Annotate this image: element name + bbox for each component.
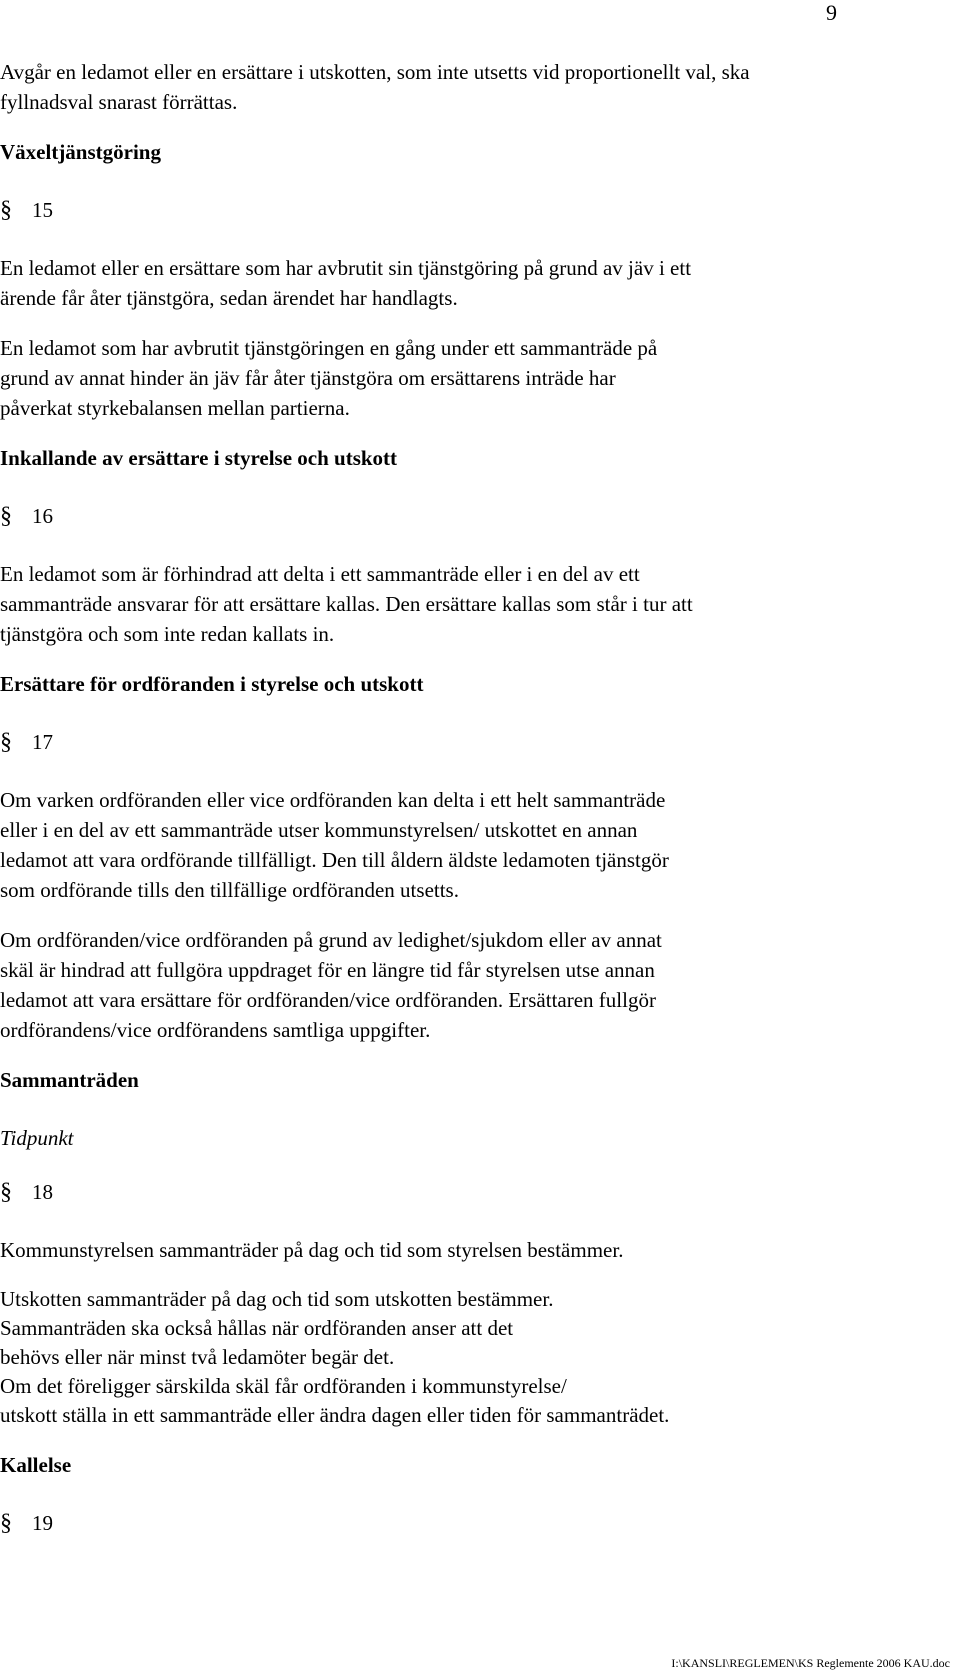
- document-body: [0, 57, 940, 1566]
- heading-ersattare-ordforanden: Ersättare för ordföranden i styrelse och utskott: [0, 672, 424, 696]
- text-line: Kommunstyrelsen sammanträder på dag och tid som styrelsen bestämmer.: [0, 1238, 624, 1262]
- paragraph-forhindrad: [0, 559, 940, 649]
- paragraph-utskotten: [0, 1285, 940, 1430]
- text-line: eller i en del av ett sammanträde utser kommunstyrelsen/ utskottet en annan: [0, 818, 638, 842]
- section-number: 15: [32, 198, 53, 222]
- paragraph-sign-icon: §: [0, 1179, 12, 1205]
- paragraph-sign-icon: §: [0, 503, 12, 529]
- text-line: Om det föreligger särskilda skäl får ordföranden i kommunstyrelse/: [0, 1374, 567, 1398]
- paragraph-ledighet: [0, 925, 940, 1045]
- section-number: 16: [32, 504, 53, 528]
- subheading-tidpunkt: Tidpunkt: [0, 1126, 74, 1150]
- text-line: påverkat styrkebalansen mellan partierna.: [0, 396, 350, 420]
- text-line: Avgår en ledamot eller en ersättare i utskotten, som inte utsetts vid proportionellt val, ska: [0, 60, 750, 84]
- text-line: skäl är hindrad att fullgöra uppdraget för en längre tid får styrelsen utse annan: [0, 958, 655, 982]
- section-15: [0, 195, 940, 225]
- file-path-footer: I:\KANSLI\REGLEMEN\KS Reglemente 2006 KAU.doc: [671, 1656, 950, 1670]
- paragraph-avbrutit: [0, 333, 940, 423]
- paragraph-ordforande-tillfalligt: [0, 785, 940, 905]
- text-line: En ledamot eller en ersättare som har avbrutit sin tjänstgöring på grund av jäv i ett: [0, 256, 692, 280]
- text-line: ärende får åter tjänstgöra, sedan ärendet har handlagts.: [0, 286, 458, 310]
- text-line: ledamot att vara ersättare för ordföranden/vice ordföranden. Ersättaren fullgör: [0, 988, 656, 1012]
- heading-inkallande: Inkallande av ersättare i styrelse och utskott: [0, 446, 398, 470]
- text-line: ordförandens/vice ordförandens samtliga uppgifter.: [0, 1018, 431, 1042]
- paragraph-jav: [0, 253, 940, 313]
- text-line: Om ordföranden/vice ordföranden på grund av ledighet/sjukdom eller av annat: [0, 928, 662, 952]
- text-line: utskott ställa in ett sammanträde eller ändra dagen eller tiden för sammanträdet.: [0, 1403, 670, 1427]
- text-line: fyllnadsval snarast förrättas.: [0, 90, 238, 114]
- text-line: Sammanträden ska också hållas när ordföranden anser att det: [0, 1316, 514, 1340]
- heading-kallelse: Kallelse: [0, 1453, 72, 1477]
- page-number: 9: [826, 0, 837, 25]
- text-line: En ledamot som är förhindrad att delta i ett sammanträde eller i en del av ett: [0, 562, 640, 586]
- text-line: sammanträde ansvarar för att ersättare kallas. Den ersättare kallas som står i tur att: [0, 592, 693, 616]
- text-line: tjänstgöra och som inte redan kallats in.: [0, 622, 335, 646]
- paragraph-sign-icon: §: [0, 1510, 12, 1536]
- text-line: Utskotten sammanträder på dag och tid som utskotten bestämmer.: [0, 1287, 554, 1311]
- text-line: grund av annat hinder än jäv får åter tjänstgöra om ersättarens inträde har: [0, 366, 616, 390]
- paragraph-sign-icon: §: [0, 729, 12, 755]
- section-18: [0, 1177, 940, 1207]
- text-line: Om varken ordföranden eller vice ordföranden kan delta i ett helt sammanträde: [0, 788, 666, 812]
- heading-vaxeltjanstgoring: Växeltjänstgöring: [0, 140, 161, 164]
- paragraph-sign-icon: §: [0, 197, 12, 223]
- text-line: En ledamot som har avbrutit tjänstgöringen en gång under ett sammanträde på: [0, 336, 658, 360]
- section-19: [0, 1508, 940, 1538]
- section-17: [0, 727, 940, 757]
- section-number: 18: [32, 1180, 53, 1204]
- text-line: ledamot att vara ordförande tillfälligt. Den till åldern äldste ledamoten tjänstgör: [0, 848, 669, 872]
- section-number: 19: [32, 1511, 53, 1535]
- section-16: [0, 501, 940, 531]
- text-line: behövs eller när minst två ledamöter begär det.: [0, 1345, 395, 1369]
- text-line: som ordförande tills den tillfällige ordföranden utsetts.: [0, 878, 459, 902]
- paragraph-fyllnadsval: [0, 57, 940, 117]
- heading-sammantraden: Sammanträden: [0, 1068, 139, 1092]
- section-number: 17: [32, 730, 53, 754]
- paragraph-kommunstyrelsen: [0, 1235, 940, 1265]
